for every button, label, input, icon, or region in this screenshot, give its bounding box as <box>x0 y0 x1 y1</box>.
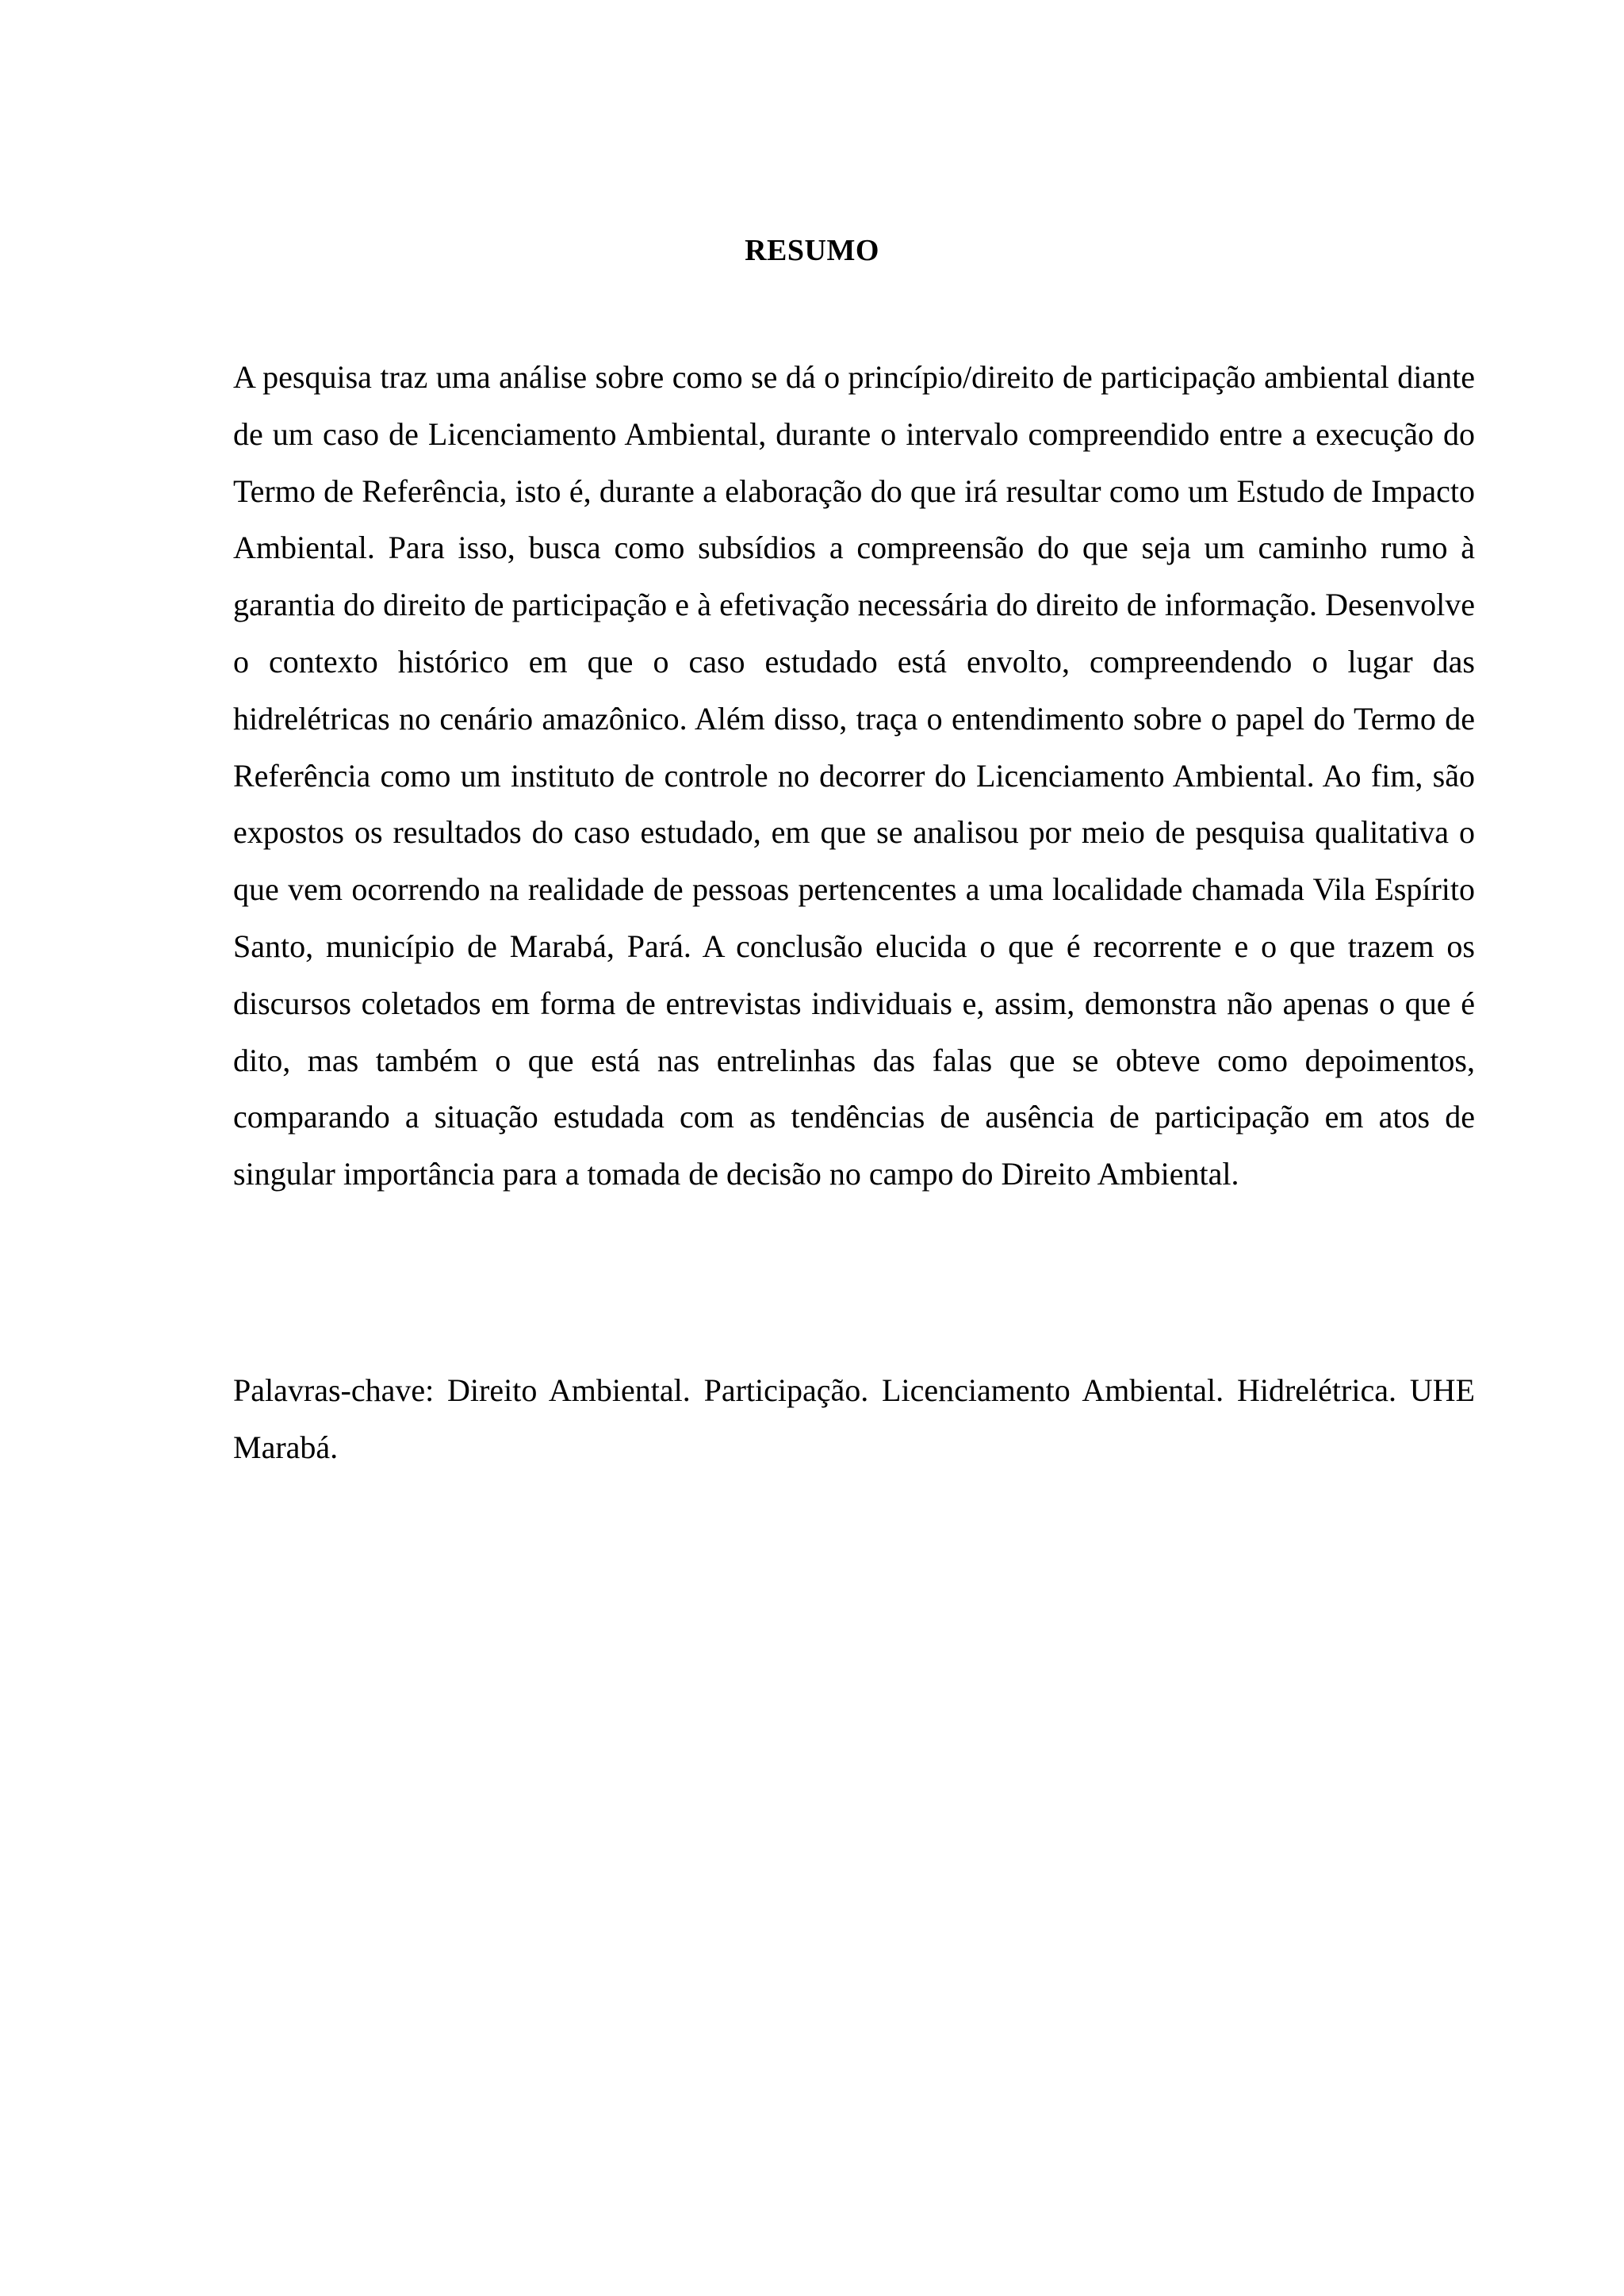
keywords-paragraph: Palavras-chave: Direito Ambiental. Participação. Licenciamento Ambiental. Hidrelétrica. UHE Marabá. <box>233 1372 1475 1465</box>
abstract-paragraph: A pesquisa traz uma análise sobre como se dá o princípio/direito de participação ambiental diante de um caso de Licenciamento Ambiental, durante o intervalo compreendido entre a execução do Termo de Referência, isto é, durante a elaboração do que irá resultar como um Estudo de Impacto Ambiental. Para isso, busca como subsídios a compreensão do que seja um caminho rumo à garantia do direito de participação e à efetivação necessária do direito de informação. Desenvolve o contexto histórico em que o caso estudado está envolto, compreendendo o lugar das hidrelétricas no cenário amazônico. Além disso, traça o entendimento sobre o papel do Termo de Referência como um instituto de controle no decorrer do Licenciamento Ambiental. Ao fim, são expostos os resultados do caso estudado, em que se analisou por meio de pesquisa qualitativa o que vem ocorrendo na realidade de pessoas pertencentes a uma localidade chamada Vila Espírito Santo, município de Marabá, Pará. A conclusão elucida o que é recorrente e o que trazem os discursos coletados em forma de entrevistas individuais e, assim, demonstra não apenas o que é dito, mas também o que está nas entrelinhas das falas que se obteve como depoimentos, comparando a situação estudada com as tendências de ausência de participação em atos de singular importância para a tomada de decisão no campo do Direito Ambiental. <box>233 359 1475 1192</box>
page-title: RESUMO <box>745 234 879 267</box>
